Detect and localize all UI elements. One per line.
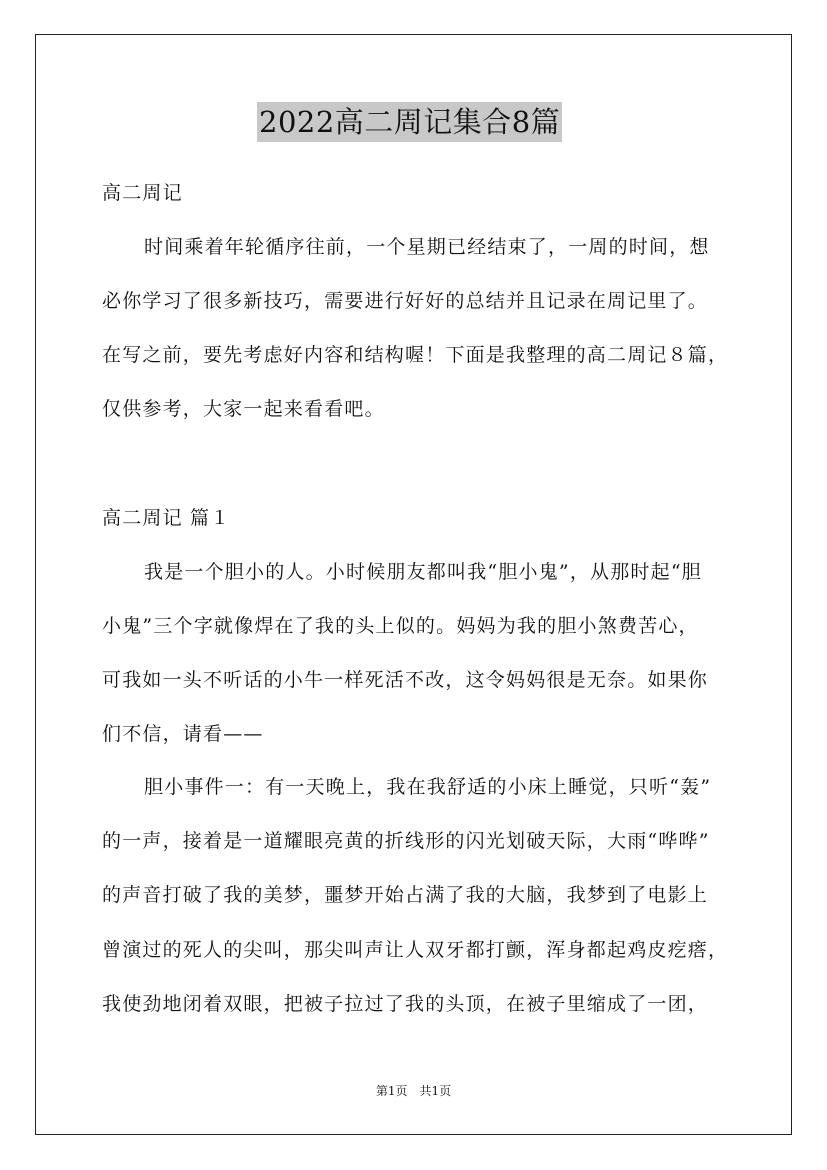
intro-line: 时间乘着年轮循序往前，一个星期已经结束了，一周的时间，想 [144,236,710,258]
intro-line: 在写之前，要先考虑好内容和结构喔！下面是我整理的高二周记８篇， [102,344,729,366]
paragraph-line: 可我如一头不听话的小牛一样死活不改，这令妈妈很是无奈。如果你 [102,669,709,691]
document-title: 2022高二周记集合8篇 [257,102,562,142]
paragraph-line: 的声音打破了我的美梦，噩梦开始占满了我的大脑，我梦到了电影上 [102,884,709,906]
paragraph-line: 我使劲地闭着双眼，把被子拉过了我的头顶，在被子里缩成了一团， [102,993,709,1015]
paragraph-line: 胆小事件一：有一天晚上，我在我舒适的小床上睡觉，只听“轰” [144,776,712,798]
piece-heading: 高二周记 篇１ [102,507,231,529]
paragraph-line: 我是一个胆小的人。小时候朋友都叫我“胆小鬼”，从那时起“胆 [144,561,702,583]
paragraph-line: 曾演过的死人的尖叫，那尖叫声让人双牙都打颤，浑身都起鸡皮疙瘩， [102,939,729,961]
intro-line: 仅供参考，大家一起来看看吧。 [102,398,385,420]
paragraph-line: 们不信，请看—— [102,723,264,745]
paragraph-line: 的一声，接着是一道耀眼亮黄的折线形的闪光划破天际，大雨“哗哗” [102,830,710,852]
page-number: 第1页 共1页 [375,1084,452,1098]
section-heading: 高二周记 [102,182,183,204]
intro-line: 必你学习了很多新技巧，需要进行好好的总结并且记录在周记里了。 [102,290,709,312]
paragraph-line: 小鬼”三个字就像焊在了我的头上似的。妈妈为我的胆小煞费苦心， [102,615,699,637]
